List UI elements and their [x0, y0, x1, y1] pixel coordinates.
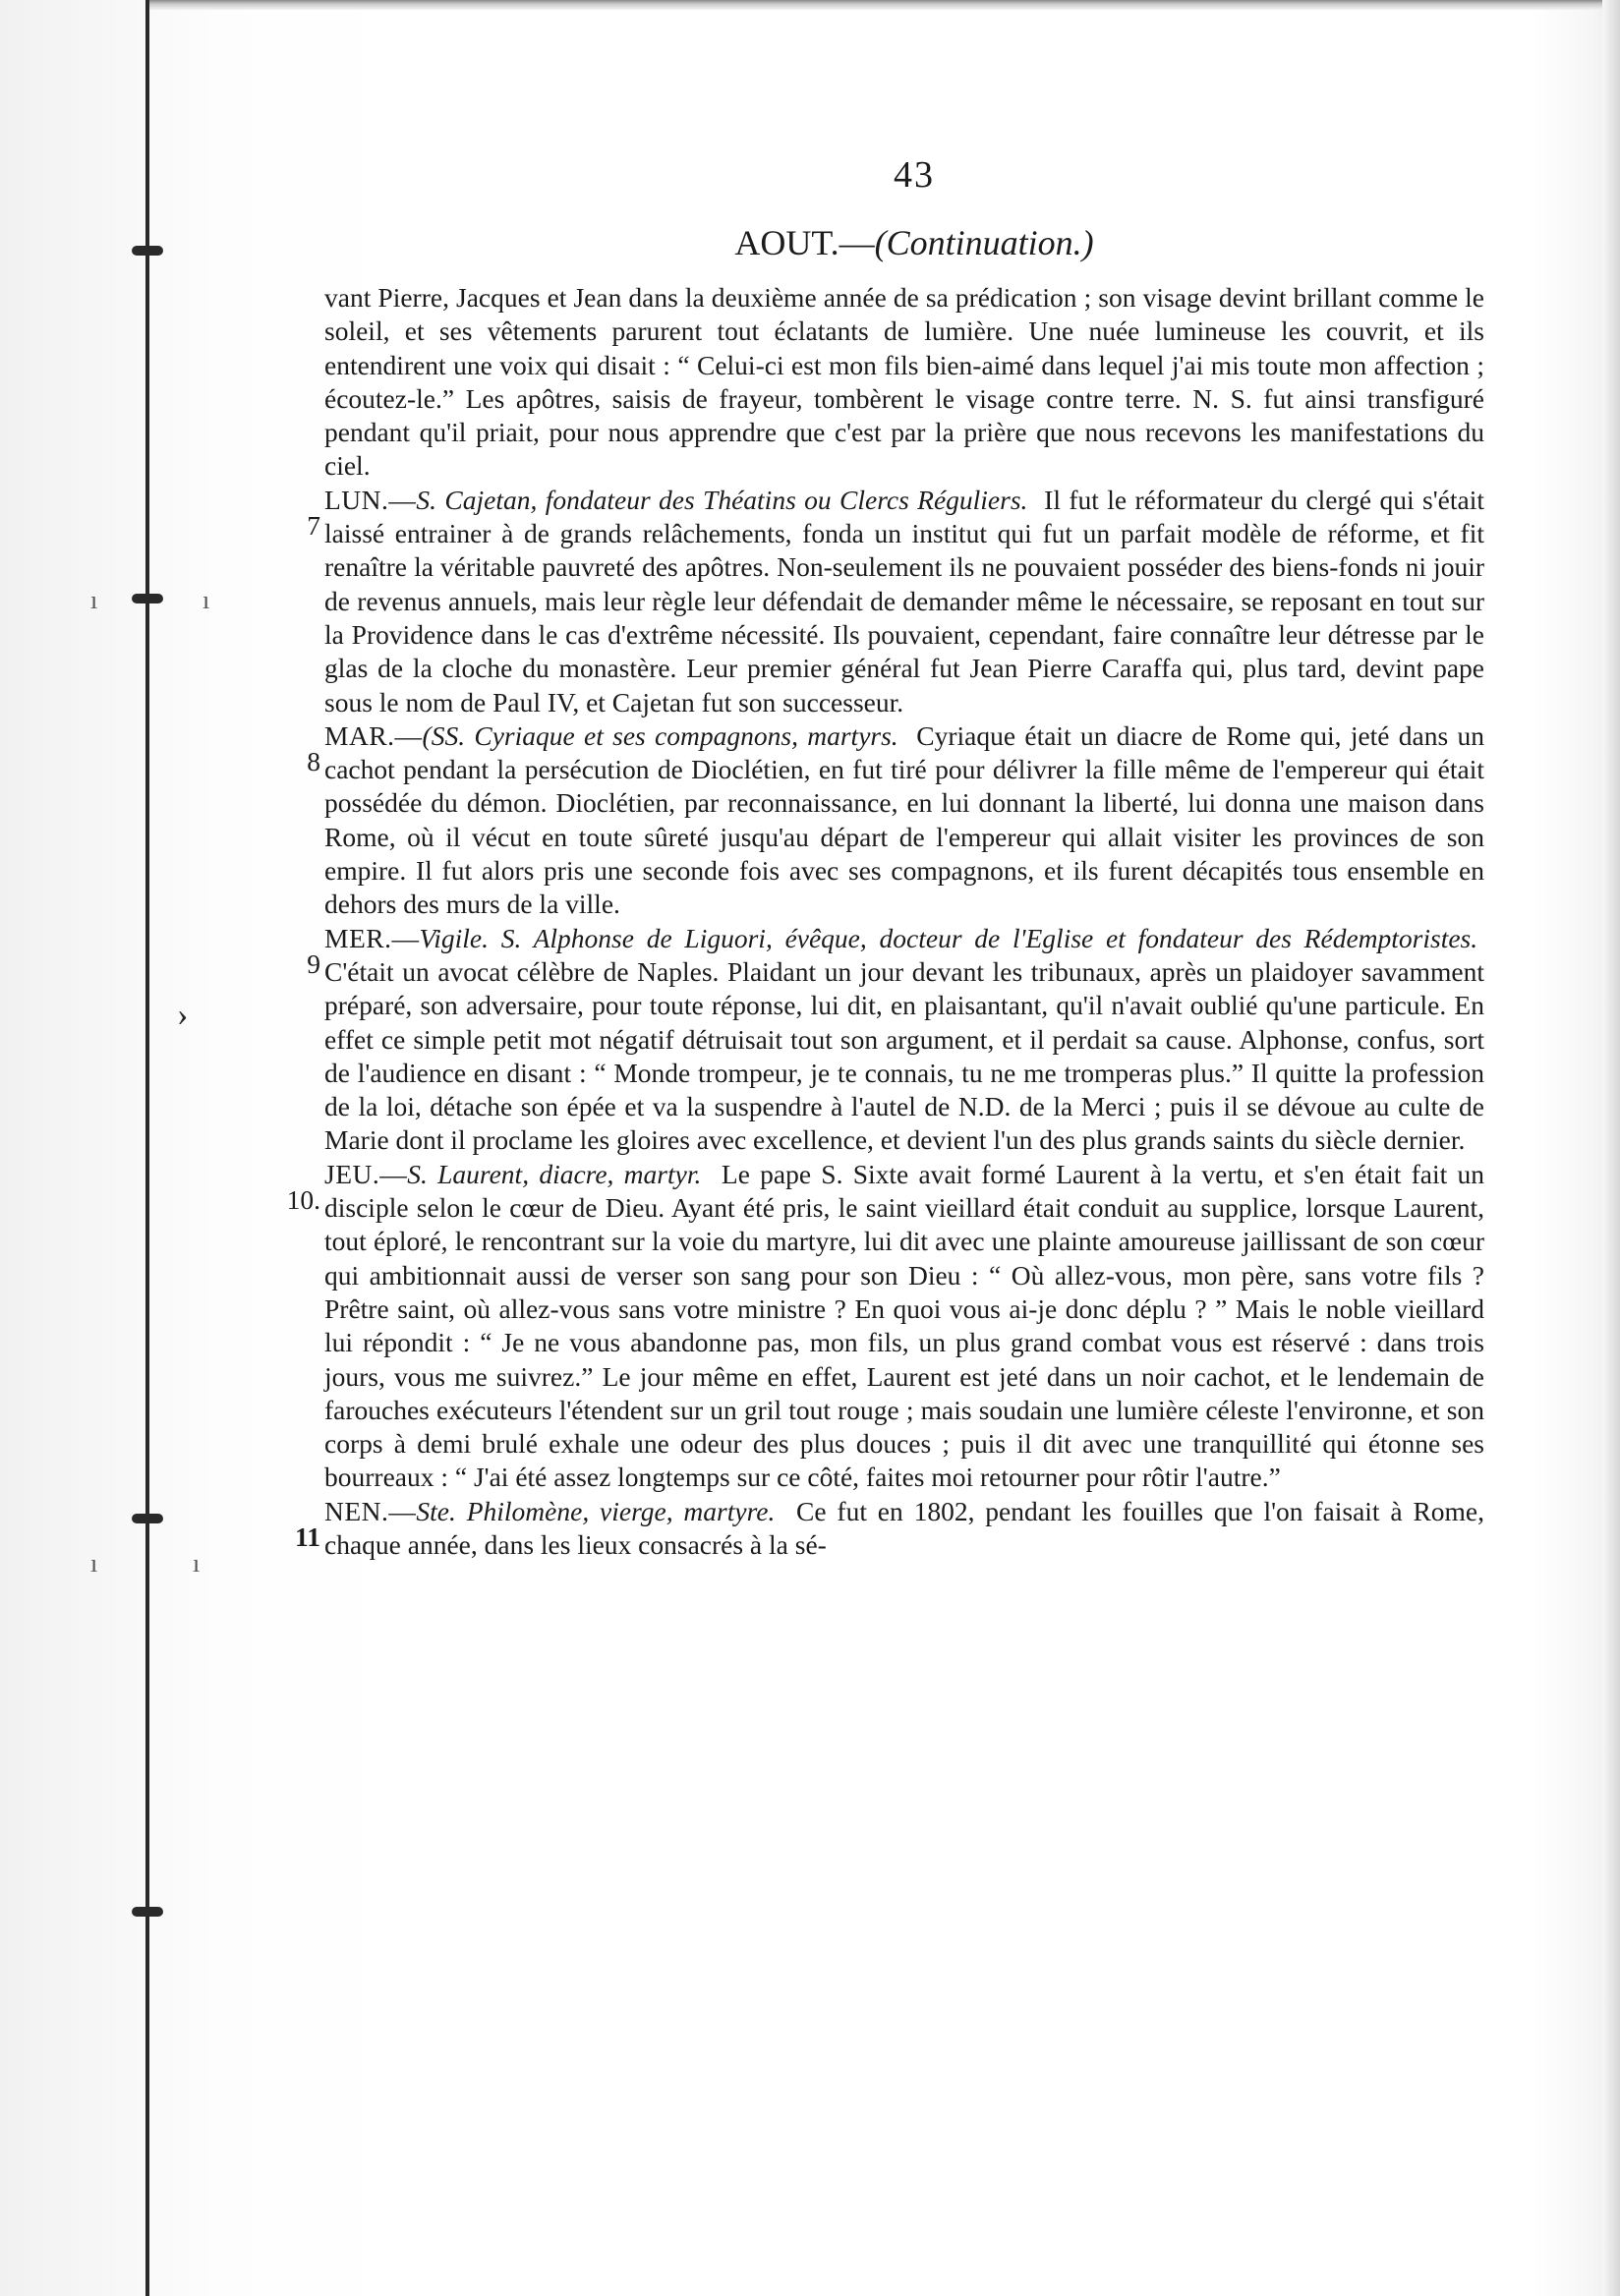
entry-august-11	[295, 1495, 1485, 1563]
entry-title: Vigile. S. Alphonse de Liguori, évêque, docteur de l'Eglise et fondateur des Rédemptoristes.	[419, 922, 1478, 953]
entry-number: 8	[307, 745, 320, 776]
entry-august-8	[307, 719, 1485, 922]
binding-tick	[132, 1907, 163, 1917]
entry-text: Il fut le réformateur du clergé qui s'était laissé entrainer à de grands relâchements, fonda un institut qui fut un parfait modèle de réforme, et fit renaître la véritable pauvreté des apôtres. Non-seulement ils ne pouvaient posséder des biens-fonds ni jouir de revenus annuels, mais leur règle leur défendait de demander même le nécessaire, se reposant en tout sur la Providence dans le cas d'extrême nécessité. Ils pouvaient, cependant, faire connaître leur détresse par le glas de la cloche du monastère. Leur premier général fut Jean Pierre Caraffa qui, plus tard, devint pape sous le nom de Paul IV, et Cajetan fut son successeur.	[324, 484, 1484, 718]
margin-mark: ı	[202, 586, 210, 614]
margin-mark: ı	[193, 1549, 201, 1578]
entry-august-7	[307, 484, 1484, 719]
entry-title: S. Cajetan, fondateur des Théatins ou Clercs Réguliers.	[416, 484, 1028, 515]
margin-mark: ı	[90, 1549, 98, 1578]
entry-continuation	[324, 281, 1484, 484]
margin-mark: ›	[177, 997, 189, 1033]
entry-text: vant Pierre, Jacques et Jean dans la deuxième année de sa prédication ; son visage devint brillant comme le soleil, et ses vêtements parurent tout éclatants de lumière. Une nuée lumineuse les couvrit, et ils entendirent une voix qui disait : “ Celui-ci est mon fils bien-aimé dans lequel j'ai mis toute mon affection ; écoutez-le.” Les apôtres, saisis de frayeur, tombèrent le visage contre terre. N. S. fut ainsi transfiguré pendant qu'il priait, pour nous apprendre que c'est par la prière que nous recevons les manifestations du ciel.	[324, 282, 1484, 482]
margin-mark: ı	[90, 586, 98, 614]
entry-text: Ce fut en 1802, pendant les fouilles que l'on faisait à Rome, chaque année, dans les lieux consacrés à la sé-	[324, 1495, 1485, 1560]
entry-title: (SS. Cyriaque et ses compagnons, martyrs.	[422, 719, 898, 751]
entry-text: Cyriaque était un diacre de Rome qui, jeté dans un cachot pendant la persécution de Dioclétien, en fut tiré pour délivrer la fille même de l'empereur qui était possédée du démon. Dioclétien, par reconnaissance, en lui donnant la liberté, lui donna une maison dans Rome, où il vécut en toute sûreté jusqu'au départ de l'empereur qui allait visiter les provinces de son empire. Il fut alors pris une seconde fois avec ses compagnons, et ils furent décapités tous ensemble en dehors des murs de la ville.	[324, 719, 1485, 920]
entry-title: S. Laurent, diacre, martyr.	[407, 1158, 702, 1189]
entry-day: JEU.—	[324, 1158, 408, 1189]
page-right-edge	[1602, 0, 1620, 2296]
entry-text: Le pape S. Sixte avait formé Laurent à la vertu, et s'en était fait un disciple selon le cœur de Dieu. Ayant été pris, le saint vieillard était conduit au supplice, lorsque Laurent, tout éploré, le rencontrant sur la voie du martyre, lui dit avec une plainte amoureuse jaillissant de son cœur qui ambitionnait aussi de verser son sang pour son Dieu : “ Où allez-vous, mon père, sans votre fils ? Prêtre saint, où allez-vous sans votre ministre ? En quoi vous ai-je donc déplu ? ” Mais le noble vieillard lui répondit : “ Je ne vous abandonne pas, mon fils, un plus grand combat vous est réservé : dans trois jours, vous me suivrez.” Le jour même en effet, Laurent est jeté dans un noir cachot, et le lendemain de farouches exécuteurs l'étendent sur un gril tout rouge ; mais soudain une lumière céleste l'environne, et son corps à demi brulé exhale une odeur des plus douces ; puis il dit avec une tranquillité qui étonne ses bourreaux : “ J'ai été assez longtemps sur ce côté, faites moi retourner pour rôtir l'autre.”	[324, 1158, 1484, 1493]
page-number: 43	[894, 154, 935, 196]
text-body	[286, 281, 1485, 1562]
entry-number: 11	[295, 1521, 320, 1552]
entry-number: 10.	[286, 1183, 320, 1215]
entry-day: MAR.—	[324, 719, 423, 751]
entry-day: NEN.—	[324, 1495, 417, 1526]
entry-day: MER.—	[324, 922, 420, 953]
binding-tick	[132, 594, 163, 603]
entry-title: Ste. Philomène, vierge, martyre.	[416, 1495, 776, 1526]
page-header	[0, 222, 1620, 263]
header-continuation: (Continuation.)	[874, 223, 1094, 262]
page-top-edge	[147, 0, 1620, 10]
entry-number: 9	[307, 947, 320, 979]
entry-august-9	[307, 922, 1484, 1158]
binding-line	[145, 0, 149, 2296]
entry-number: 7	[307, 509, 320, 541]
entry-day: LUN.—	[324, 484, 417, 515]
binding-tick	[132, 1514, 163, 1523]
entry-august-10	[286, 1158, 1484, 1495]
entry-text: C'était un avocat célèbre de Naples. Plaidant un jour devant les tribunaux, après un plaidoyer savamment préparé, son adversaire, pour toute réponse, lui dit, en plaisantant, qu'il n'avait oublié qu'une particule. En effet ce simple petit mot négatif détruisait tout son argument, et il perdait sa cause. Alphonse, confus, sort de l'audience en disant : “ Monde trompeur, je te connais, tu ne me tromperas plus.” Il quitte la profession de la loi, détache son épée et va la suspendre à l'autel de N.D. de la Merci ; puis il se dévoue au culte de Marie dont il proclame les gloires avec excellence, et devient l'un des plus grands saints du siècle dernier.	[324, 955, 1484, 1156]
header-month: AOUT.—	[734, 223, 875, 262]
